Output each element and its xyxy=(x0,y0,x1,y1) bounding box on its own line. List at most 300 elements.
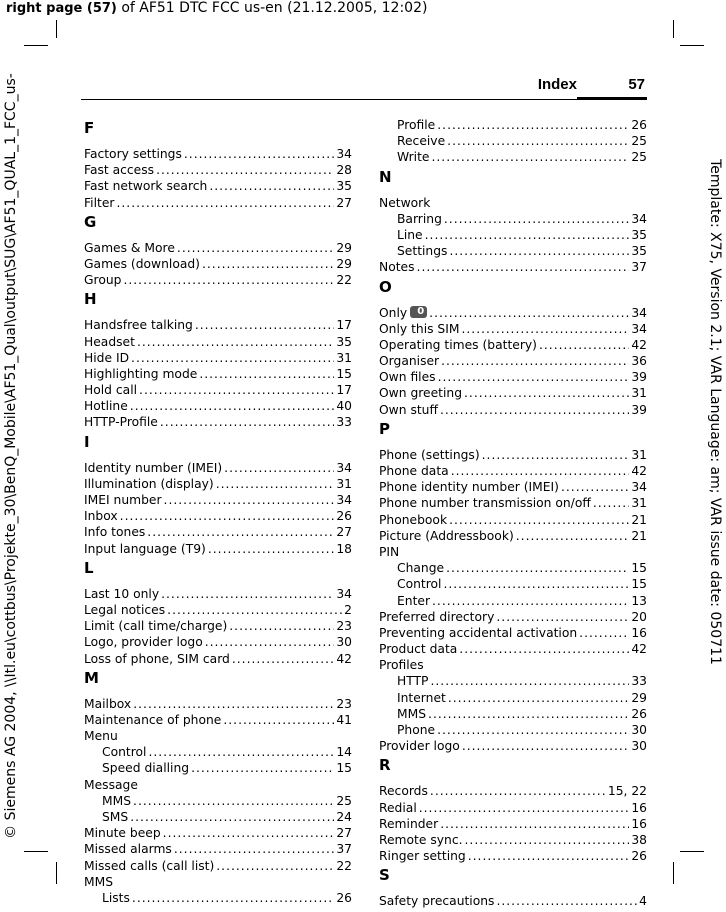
index-entry xyxy=(84,317,352,333)
dot-leader xyxy=(130,398,335,414)
dot-leader xyxy=(451,463,630,479)
index-term-text: Speed dialling xyxy=(102,761,190,776)
dot-leader xyxy=(147,524,334,540)
index-letter-heading: H xyxy=(84,290,97,309)
index-entry xyxy=(379,783,647,799)
index-term-text: Change xyxy=(397,561,445,576)
index-term-text: MMS xyxy=(102,793,132,808)
dot-leader xyxy=(464,385,629,401)
dot-leader xyxy=(496,609,629,625)
index-entry xyxy=(379,369,647,385)
dot-leader xyxy=(167,602,342,618)
dot-leader xyxy=(444,211,629,227)
index-entry xyxy=(84,334,352,350)
index-page-ref: 29 xyxy=(336,240,352,255)
key-zero-icon xyxy=(410,306,427,318)
index-term-text: Hide ID xyxy=(84,350,130,365)
crop-mark xyxy=(24,851,48,852)
index-term xyxy=(379,385,462,401)
index-page-ref: 27 xyxy=(336,826,352,841)
dot-leader xyxy=(448,690,630,706)
index-term-text: Inbox xyxy=(84,509,118,524)
index-page-ref: 28 xyxy=(336,163,352,178)
page-title: Index xyxy=(537,76,577,93)
index-entry xyxy=(84,618,352,634)
dot-leader xyxy=(139,382,334,398)
copyright-path-text: © Siemens AG 2004, \\Itl.eu\cottbus\Projekte_30\BenQ_Mobile\AF51_Qual\output\SUG\AF51_QUAL_1_FCC_us- xyxy=(3,73,19,839)
index-entry xyxy=(379,321,647,337)
index-term xyxy=(84,334,135,350)
print-info-text: of AF51 DTC FCC us-en (21.12.2005, 12:02) xyxy=(116,0,428,16)
index-term xyxy=(379,463,449,479)
index-page-ref: 34 xyxy=(631,480,647,495)
crop-mark xyxy=(24,45,48,46)
index-page-ref: 39 xyxy=(631,370,647,385)
index-term xyxy=(84,398,128,414)
dot-leader xyxy=(133,793,334,809)
index-term-text: Highlighting mode xyxy=(84,366,198,381)
index-entry xyxy=(379,738,647,754)
index-term xyxy=(379,321,459,337)
index-entry xyxy=(84,414,352,430)
dot-leader xyxy=(224,460,334,476)
dot-leader xyxy=(516,528,630,544)
print-info-bar xyxy=(6,0,427,16)
dot-leader xyxy=(208,541,335,557)
dot-leader xyxy=(468,848,630,864)
index-entry xyxy=(84,524,352,540)
dot-leader xyxy=(437,117,629,133)
index-page-ref: 34 xyxy=(631,305,647,320)
index-term xyxy=(397,706,426,722)
index-term xyxy=(84,508,118,524)
index-term-text: Ringer setting xyxy=(379,849,466,864)
index-subentry xyxy=(379,576,647,592)
index-term-text: Product data xyxy=(379,642,458,657)
index-term xyxy=(379,337,537,353)
dot-leader xyxy=(579,625,629,641)
index-term-text: Notes xyxy=(379,260,415,275)
right-margin-note xyxy=(704,0,726,912)
index-term-text: Info tones xyxy=(84,525,146,540)
index-term xyxy=(102,890,130,906)
index-page-ref: 25 xyxy=(631,150,647,165)
index-term-text: Only this SIM xyxy=(379,321,460,336)
index-entry xyxy=(379,259,647,275)
index-page-ref: 41 xyxy=(336,712,352,727)
index-page-ref: 17 xyxy=(336,383,352,398)
index-term-text: Phone number transmission on/off xyxy=(379,496,591,511)
dot-leader xyxy=(177,240,334,256)
index-term-text: Filter xyxy=(84,195,115,210)
crop-mark xyxy=(673,20,674,38)
index-page-ref: 24 xyxy=(336,810,352,824)
index-subentry xyxy=(379,149,647,165)
dot-leader xyxy=(438,369,630,385)
index-letter-heading: F xyxy=(84,119,95,137)
index-term-text: Records xyxy=(379,784,428,799)
index-subentry xyxy=(379,117,647,133)
index-page-ref: 42 xyxy=(631,642,647,657)
index-subentry xyxy=(379,133,647,149)
index-term-text: Games & More xyxy=(84,240,175,255)
index-term xyxy=(379,738,460,754)
index-term xyxy=(397,673,428,689)
index-term xyxy=(84,728,118,744)
index-entry xyxy=(379,402,647,418)
index-term-text: SMS xyxy=(102,810,129,824)
index-group-heading xyxy=(84,777,352,793)
index-entry xyxy=(84,712,352,728)
index-group-heading xyxy=(379,544,647,560)
dot-leader xyxy=(417,259,630,275)
index-term xyxy=(379,832,463,848)
index-term xyxy=(397,722,435,738)
header-rule-accent xyxy=(577,97,647,100)
dot-leader xyxy=(216,476,335,492)
index-page-ref: 15 xyxy=(336,366,352,381)
index-term-text: Hold call xyxy=(84,383,138,398)
index-page-ref: 40 xyxy=(336,399,352,414)
index-entry xyxy=(84,240,352,256)
index-page-ref: 34 xyxy=(336,460,352,475)
index-entry xyxy=(379,337,647,353)
index-column-right xyxy=(379,117,647,910)
index-page-ref: 34 xyxy=(631,211,647,226)
dot-leader xyxy=(440,816,629,832)
index-entry xyxy=(379,816,647,832)
dot-leader xyxy=(496,893,637,909)
index-term-text: HTTP-Profile xyxy=(84,415,158,430)
dot-leader xyxy=(120,508,335,524)
index-term xyxy=(84,366,197,382)
dot-leader xyxy=(428,706,629,722)
index-term-text: Lists xyxy=(102,890,130,905)
dot-leader xyxy=(216,858,334,874)
index-term-text: Legal notices xyxy=(84,602,166,617)
dot-leader xyxy=(132,890,334,906)
index-term-text: Reminder xyxy=(379,816,439,831)
index-term-text: Identity number (IMEI) xyxy=(84,460,223,475)
index-page-ref: 31 xyxy=(336,476,352,491)
index-term xyxy=(84,602,165,618)
index-term-text: Provider logo xyxy=(379,739,460,754)
index-term xyxy=(84,317,193,333)
index-page-ref: 15, 22 xyxy=(607,784,647,799)
index-term xyxy=(84,146,182,162)
index-term xyxy=(397,593,430,609)
index-letter-heading: N xyxy=(379,167,392,186)
index-term xyxy=(84,825,161,841)
index-entry xyxy=(379,848,647,864)
index-term-text: MMS xyxy=(84,874,114,889)
index-term xyxy=(379,641,457,657)
index-letter-heading: M xyxy=(84,668,99,687)
index-entry xyxy=(379,832,647,848)
index-term-text: Remote sync. xyxy=(379,832,463,847)
index-entry xyxy=(379,495,647,511)
dot-leader xyxy=(441,353,629,369)
index-term-text: Operating times (battery) xyxy=(379,337,537,352)
index-entry xyxy=(379,893,647,909)
index-page-ref: 27 xyxy=(336,195,352,210)
index-page-ref: 26 xyxy=(336,890,352,905)
index-entry xyxy=(379,609,647,625)
index-entry xyxy=(379,641,647,657)
index-page-ref: 27 xyxy=(336,525,352,540)
index-term-text: Logo, provider logo xyxy=(84,635,203,650)
index-page-ref: 31 xyxy=(336,350,352,365)
index-term-text: Group xyxy=(84,273,122,288)
dot-leader xyxy=(161,586,334,602)
index-page-ref: 33 xyxy=(631,674,647,689)
index-term xyxy=(397,243,447,259)
index-page-ref: 22 xyxy=(336,273,352,288)
index-entry xyxy=(379,512,647,528)
index-entry xyxy=(84,195,352,211)
index-page-ref: 2 xyxy=(344,602,352,617)
dot-leader xyxy=(431,149,629,165)
index-letter-heading: I xyxy=(84,432,90,451)
index-term xyxy=(84,162,154,178)
index-term xyxy=(84,651,230,667)
index-term xyxy=(379,783,428,799)
index-term xyxy=(379,402,438,418)
index-term xyxy=(102,744,146,760)
index-page-ref: 13 xyxy=(631,593,647,608)
index-term xyxy=(84,256,200,272)
index-entry xyxy=(379,800,647,816)
dot-leader xyxy=(191,760,334,776)
index-column-left xyxy=(84,117,352,906)
index-page-ref: 23 xyxy=(336,619,352,634)
index-term-text: Control xyxy=(397,577,442,592)
index-term-text: Preventing accidental activation xyxy=(379,625,578,640)
index-subentry xyxy=(84,744,352,760)
index-term-text: Internet xyxy=(397,690,446,705)
index-term xyxy=(379,544,399,560)
index-term-text: Only xyxy=(379,305,408,320)
index-term xyxy=(397,133,445,149)
index-term xyxy=(379,195,430,211)
index-term-text: Phone (settings) xyxy=(379,447,480,462)
index-term xyxy=(397,211,442,227)
dot-leader xyxy=(593,495,630,511)
index-page-ref: 15 xyxy=(631,577,647,592)
dot-leader xyxy=(429,305,629,321)
index-page-ref: 29 xyxy=(631,690,647,705)
index-page-ref: 17 xyxy=(336,318,352,333)
index-term xyxy=(84,524,145,540)
index-group-heading xyxy=(379,657,647,673)
dot-leader xyxy=(131,350,334,366)
index-page-ref: 34 xyxy=(336,147,352,161)
index-term xyxy=(84,777,138,793)
index-subentry xyxy=(379,690,647,706)
dot-leader xyxy=(130,809,334,825)
index-term xyxy=(84,541,206,557)
dot-leader xyxy=(462,738,630,754)
index-page-ref: 23 xyxy=(336,696,352,711)
dot-leader xyxy=(148,744,334,760)
index-letter-heading: O xyxy=(379,277,392,296)
dot-leader xyxy=(123,272,334,288)
index-letter-heading: S xyxy=(379,866,390,885)
index-page-ref: 42 xyxy=(336,651,352,666)
dot-leader xyxy=(539,337,629,353)
dot-leader xyxy=(461,321,629,337)
index-term xyxy=(84,272,121,288)
index-term-text: Mailbox xyxy=(84,696,132,711)
index-group-heading xyxy=(379,195,647,211)
index-term-text: Network xyxy=(379,195,431,210)
index-term-text: Illumination (display) xyxy=(84,476,214,491)
page-number: 57 xyxy=(628,76,645,93)
index-term-text: Minute beep xyxy=(84,826,161,841)
index-page-ref: 16 xyxy=(631,625,647,640)
index-term xyxy=(84,350,129,366)
dot-leader xyxy=(156,162,334,178)
index-term-text: Message xyxy=(84,777,138,792)
index-term xyxy=(397,690,446,706)
dot-leader xyxy=(430,673,629,689)
index-term-text: Own greeting xyxy=(379,386,462,401)
dot-leader xyxy=(459,641,629,657)
index-subentry xyxy=(379,560,647,576)
index-term xyxy=(84,382,137,398)
index-subentry xyxy=(84,793,352,809)
index-subentry xyxy=(379,673,647,689)
index-term xyxy=(397,576,441,592)
header-rule xyxy=(81,99,647,100)
index-page-ref: 30 xyxy=(631,739,647,754)
dot-leader xyxy=(432,593,629,609)
index-page-ref: 22 xyxy=(336,858,352,873)
index-term xyxy=(397,149,429,165)
index-entry xyxy=(84,476,352,492)
dot-leader xyxy=(449,512,629,528)
index-term-text: Line xyxy=(397,227,423,242)
index-term-text: Profiles xyxy=(379,658,424,673)
index-term-text: PIN xyxy=(379,544,400,559)
index-term-text: HTTP xyxy=(397,674,429,689)
index-page-ref: 30 xyxy=(631,723,647,737)
index-term xyxy=(379,479,559,495)
dot-leader xyxy=(195,317,334,333)
dot-leader xyxy=(440,402,629,418)
index-term xyxy=(102,809,128,825)
index-entry xyxy=(379,385,647,401)
index-page-ref: 31 xyxy=(631,447,647,462)
index-term-text: Phone data xyxy=(379,464,449,478)
index-term-text: Picture (Addressbook) xyxy=(379,528,514,543)
index-subentry xyxy=(379,722,647,738)
index-page-ref: 21 xyxy=(631,512,647,527)
index-term xyxy=(379,447,480,463)
index-subentry xyxy=(84,809,352,825)
index-entry xyxy=(84,146,352,162)
index-letter-heading: R xyxy=(379,756,391,775)
index-entry xyxy=(84,272,352,288)
index-term-text: Missed calls (call list) xyxy=(84,858,215,873)
crop-mark xyxy=(56,20,57,38)
index-term-text: MMS xyxy=(397,706,427,721)
index-subentry xyxy=(84,890,352,906)
index-term xyxy=(379,625,577,641)
index-entry xyxy=(379,528,647,544)
index-subentry xyxy=(379,593,647,609)
index-page-ref: 31 xyxy=(631,496,647,511)
dot-leader xyxy=(202,256,334,272)
index-term-text: Profile xyxy=(397,118,436,132)
index-term xyxy=(84,712,221,728)
index-page-ref: 14 xyxy=(336,745,352,760)
index-term-text: Redial xyxy=(379,800,417,815)
index-page-ref: 33 xyxy=(336,415,352,430)
index-page-ref: 37 xyxy=(631,260,647,275)
index-term-text: Menu xyxy=(84,729,118,744)
crop-mark xyxy=(56,862,57,884)
index-term-text: Handsfree talking xyxy=(84,318,193,333)
index-page-ref: 35 xyxy=(336,179,352,194)
index-entry xyxy=(84,841,352,857)
index-term xyxy=(84,240,175,256)
dot-leader xyxy=(174,841,335,857)
index-entry xyxy=(84,366,352,382)
index-term xyxy=(84,858,214,874)
print-info-page: right page (57) xyxy=(6,1,117,16)
index-entry xyxy=(379,463,647,479)
index-entry xyxy=(84,634,352,650)
index-term-text: Missed alarms xyxy=(84,842,172,857)
index-term-text: Hotline xyxy=(84,399,128,414)
index-term-text: Limit (call time/charge) xyxy=(84,619,228,634)
index-page-ref: 38 xyxy=(631,832,647,847)
index-term-text: Own stuff xyxy=(379,402,438,417)
index-term xyxy=(379,512,447,528)
index-subentry xyxy=(379,211,647,227)
index-term xyxy=(379,800,417,816)
index-letter-heading: P xyxy=(379,419,390,438)
dot-leader xyxy=(229,618,334,634)
index-term xyxy=(379,657,424,673)
index-term-text: Settings xyxy=(397,244,448,259)
index-term xyxy=(379,495,591,511)
index-letter-heading: L xyxy=(84,558,94,577)
index-entry xyxy=(84,398,352,414)
index-term xyxy=(379,609,494,625)
dot-leader xyxy=(164,492,335,508)
dot-leader xyxy=(430,783,606,799)
index-term xyxy=(379,848,466,864)
dot-leader xyxy=(449,243,629,259)
crop-mark xyxy=(680,851,704,852)
index-term-text: Safety precautions xyxy=(379,894,495,909)
index-entry xyxy=(379,625,647,641)
index-page-ref: 35 xyxy=(336,334,352,349)
index-page-ref: 30 xyxy=(336,635,352,650)
index-entry xyxy=(84,382,352,398)
index-page-ref: 16 xyxy=(631,800,647,815)
index-page-ref: 37 xyxy=(336,842,352,857)
index-term-text: IMEI number xyxy=(84,493,162,507)
index-group-heading xyxy=(84,728,352,744)
dot-leader xyxy=(425,227,630,243)
index-term xyxy=(84,586,159,602)
index-entry xyxy=(84,651,352,667)
index-page-ref: 35 xyxy=(631,227,647,242)
index-term-text: Factory settings xyxy=(84,147,182,161)
